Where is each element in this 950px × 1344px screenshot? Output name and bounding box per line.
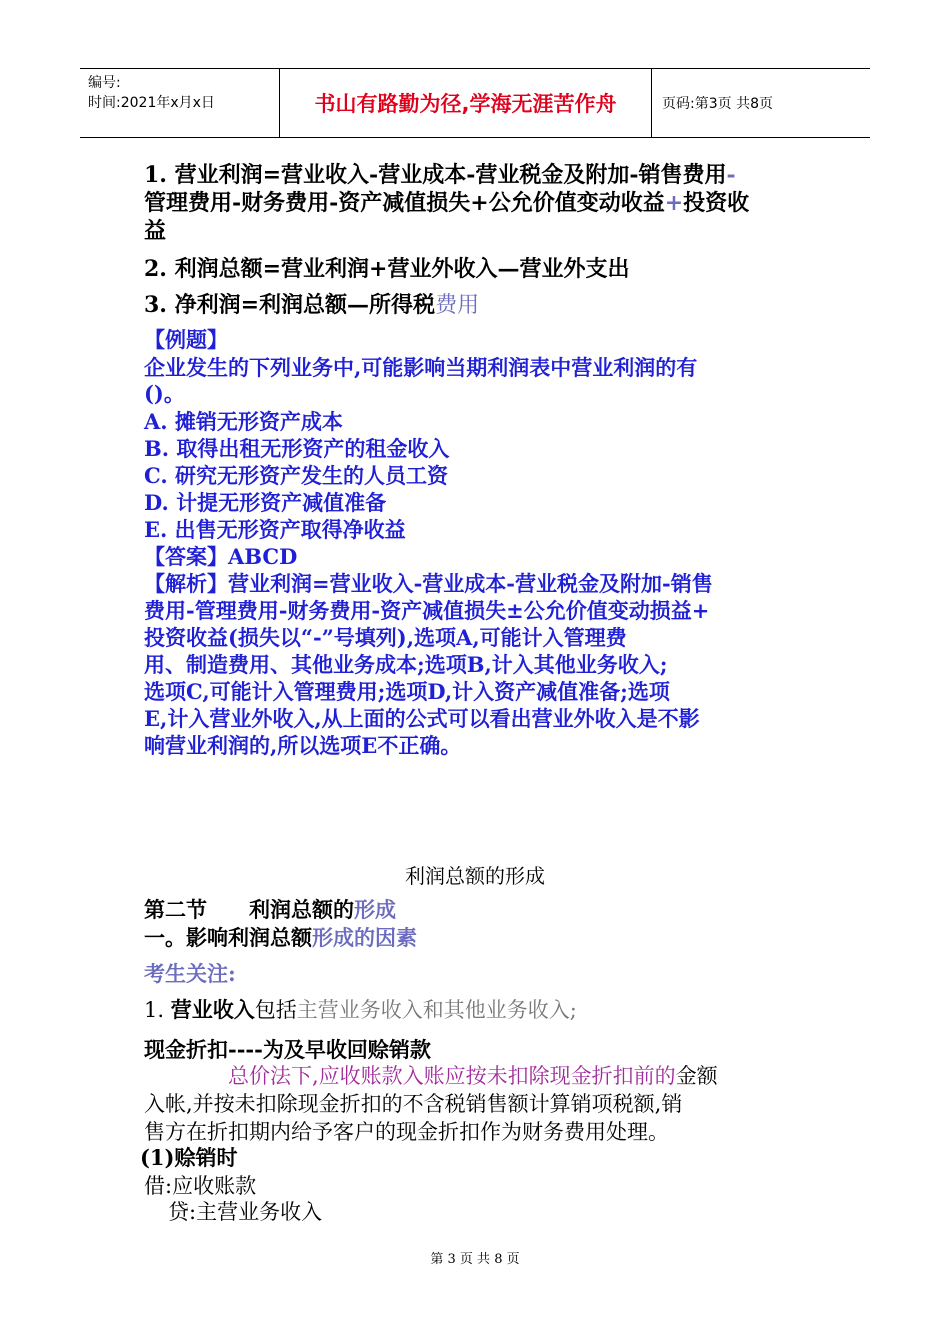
- number-label: 编号:: [88, 75, 121, 91]
- answer: 【答案】ABCD: [144, 544, 298, 569]
- debit-line: 借:应收账款: [144, 1174, 257, 1198]
- section-center-title: 利润总额的形成: [405, 864, 545, 888]
- explanation-line-4: 用、制造费用、其他业务成本;选项B,计入其他业务收入;: [144, 652, 668, 677]
- attention-label: 考生关注:: [144, 961, 236, 986]
- header-motto: 书山有路勤为径,学海无涯苦作舟: [280, 69, 652, 137]
- option-d: D. 计提无形资产减值准备: [144, 490, 387, 515]
- section-subheading: 一。影响利润总额形成的因素: [144, 925, 417, 950]
- explanation-line-2: 费用-管理费用-财务费用-资产减值损失±公允价值变动损益+: [144, 598, 710, 623]
- explanation-line-6: E,计入营业外收入,从上面的公式可以看出营业外收入是不影: [144, 706, 700, 731]
- paragraph-line-3: 售方在折扣期内给予客户的现金折扣作为财务费用处理。: [144, 1120, 669, 1144]
- time-label: 时间:2021年x月x日: [88, 95, 215, 111]
- option-c: C. 研究无形资产发生的人员工资: [144, 463, 448, 488]
- formula-3: 3. 净利润=利润总额—所得税费用: [144, 292, 480, 318]
- example-tag: 【例题】: [144, 327, 228, 352]
- explanation-line-5: 选项C,可能计入管理费用;选项D,计入资产减值准备;选项: [144, 679, 670, 704]
- explanation-line-3: 投资收益(损失以“-”号填列),选项A,可能计入管理费: [144, 625, 627, 650]
- option-b: B. 取得出租无形资产的租金收入: [144, 436, 450, 461]
- formula-1-line-2: 管理费用-财务费用-资产减值损失+公允价值变动收益+投资收: [144, 190, 750, 216]
- cash-discount-title: 现金折扣----为及早收回赊销款: [144, 1037, 431, 1062]
- header-meta: [80, 69, 280, 137]
- option-a: A. 摊销无形资产成本: [144, 409, 343, 434]
- explanation-line-7: 响营业利润的,所以选项E不正确。: [144, 733, 462, 758]
- credit-line: 贷:主营业务收入: [168, 1200, 323, 1224]
- sub-item-1: (1)赊销时: [140, 1145, 238, 1170]
- example-question-line-1: 企业发生的下列业务中,可能影响当期利润表中营业利润的有: [144, 355, 698, 380]
- option-e: E. 出售无形资产取得净收益: [144, 517, 406, 542]
- formula-1-line-3: 益: [144, 218, 167, 244]
- paragraph-line-2: 入帐,并按未扣除现金折扣的不含税销售额计算销项税额,销: [144, 1092, 683, 1116]
- header-page-label: 页码:第3页 共8页: [662, 96, 773, 112]
- section-heading: 第二节 利润总额的形成: [144, 897, 396, 922]
- paragraph-line-1: 总价法下,应收账款入账应按未扣除现金折扣前的金额: [228, 1064, 718, 1088]
- example-question-line-2: ()。: [144, 381, 185, 406]
- item-1: 1. 营业收入包括主营业务收入和其他业务收入;: [144, 997, 577, 1022]
- page-footer: 第 3 页 共 8 页: [430, 1252, 520, 1267]
- explanation-line-1: 【解析】营业利润=营业收入-营业成本-营业税金及附加-销售: [144, 571, 713, 596]
- formula-2: 2. 利润总额=营业利润+营业外收入—营业外支出: [144, 256, 630, 282]
- formula-1-line-1: 1. 营业利润=营业收入-营业成本-营业税金及附加-销售费用-: [144, 162, 736, 188]
- page-header: [80, 68, 870, 138]
